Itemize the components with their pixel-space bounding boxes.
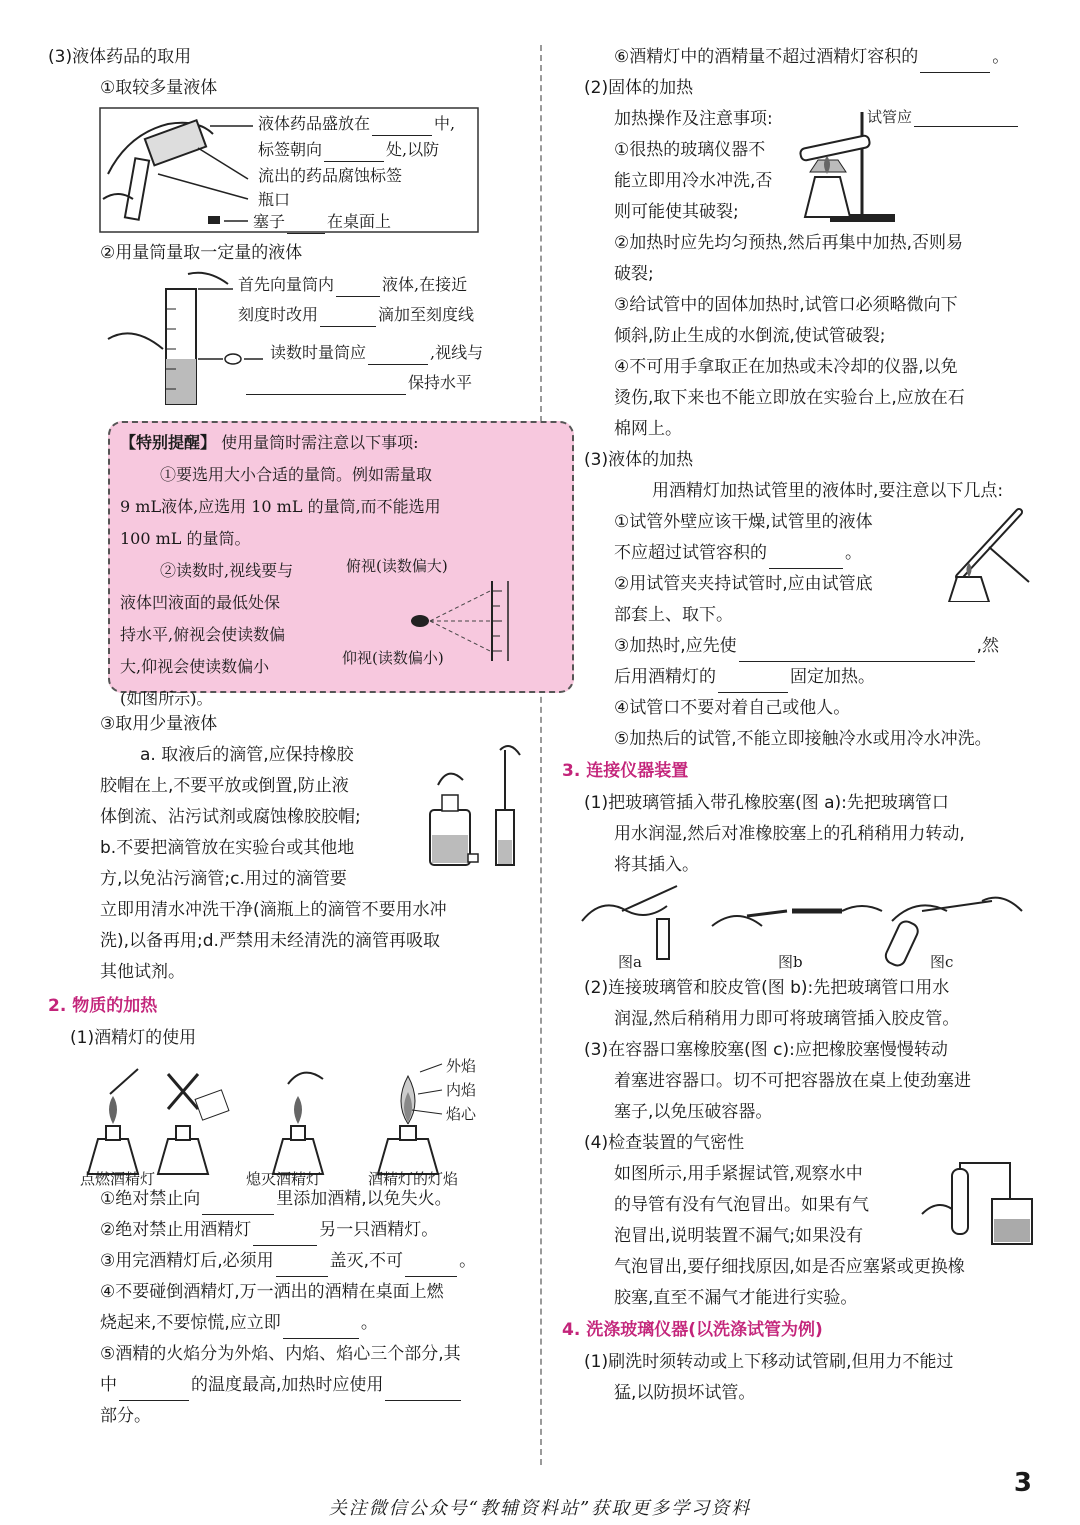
subsection-title: (1)酒精灯的使用 <box>70 1028 197 1048</box>
rule-text: 另一只酒精灯。 <box>319 1220 439 1240</box>
rule-text: ⑥酒精灯中的酒精量不超过酒精灯容积的 <box>614 47 919 67</box>
rule-text: 中 <box>100 1375 117 1395</box>
answer-blank[interactable] <box>914 108 1018 127</box>
rule-text: ①绝对禁止向 <box>100 1189 201 1209</box>
fig2-text-3b: ,视线与 <box>430 343 484 362</box>
look-up-caption: 仰视(读数偏小) <box>342 649 444 667</box>
subsection-title: ②用量筒量取一定量的液体 <box>100 243 303 263</box>
lamp-rule-4: ④不要碰倒酒精灯,万一洒出的酒精在桌面上燃 <box>100 1282 444 1302</box>
cylinder-figure <box>48 269 530 409</box>
small-line: 立即用清水冲洗干净(滴瓶上的滴管不要用水冲 <box>100 900 447 920</box>
reminder-line: 9 mL液体,应选用 10 mL 的量筒,而不能选用 <box>120 497 441 516</box>
answer-blank[interactable] <box>385 1382 461 1401</box>
airtight-line: 气泡冒出,要仔细找原因,如是否应塞紧或更换橡 <box>614 1257 965 1277</box>
answer-blank[interactable] <box>739 643 975 662</box>
rule-text: ③用完酒精灯后,必须用 <box>100 1251 274 1271</box>
liquid-line: 。 <box>845 543 862 563</box>
connect-line: (4)检查装置的气密性 <box>584 1133 745 1153</box>
liquid-line: ,然 <box>976 636 1000 656</box>
tube-label: 试管应 <box>867 108 913 126</box>
look-down-caption: 俯视(读数偏大) <box>346 557 448 575</box>
right-column <box>562 42 1040 1409</box>
answer-blank[interactable] <box>405 1258 457 1277</box>
connect-line: 用水润湿,然后对准橡胶塞上的孔稍稍用力转动, <box>614 824 965 844</box>
figure-a-caption: 图a <box>618 953 642 971</box>
liquid-intro: 用酒精灯加热试管里的液体时,要注意以下几点: <box>652 481 1004 501</box>
light-lamp-caption: 点燃酒精灯 <box>80 1170 156 1188</box>
answer-blank[interactable] <box>368 346 428 365</box>
airtight-line: 的导管有没有气泡冒出。如果有气 <box>614 1195 869 1215</box>
fig1-text-5a: 塞子 <box>253 212 286 231</box>
fig2-text-1b: 液体,在接近 <box>382 275 468 294</box>
liquid-line: 不应超过试管容积的 <box>614 543 767 563</box>
liquid-line: 后用酒精灯的 <box>614 667 716 687</box>
small-line: 洗),以备再用;d.严禁用未经清洗的滴管再吸取 <box>100 931 440 951</box>
answer-blank[interactable] <box>202 1196 274 1215</box>
reminder-line: 持水平,俯视会使读数偏 <box>120 625 286 644</box>
answer-blank[interactable] <box>920 54 990 73</box>
subsection-title: (3)液体的加热 <box>584 450 694 470</box>
rule-text: 盖灭,不可 <box>329 1251 404 1271</box>
reminder-title: 【特别提醒】 <box>120 433 217 452</box>
answer-blank[interactable] <box>336 278 380 297</box>
figure-b-caption: 图b <box>778 953 803 971</box>
dropper-illustration <box>420 740 530 875</box>
fig1-text-4: 瓶口 <box>258 190 291 209</box>
section-heading: 4. 洗涤玻璃仪器(以洗涤试管为例) <box>562 1320 823 1340</box>
solid-line: 棉网上。 <box>614 419 682 439</box>
answer-blank[interactable] <box>287 215 325 234</box>
flame-core-label: 焰心 <box>446 1105 477 1123</box>
inner-flame-label: 内焰 <box>446 1081 477 1099</box>
answer-blank[interactable] <box>276 1258 328 1277</box>
fig2-text-4: 保持水平 <box>408 373 473 392</box>
connect-line: 将其插入。 <box>614 855 699 875</box>
subsection-title: (2)固体的加热 <box>584 78 694 98</box>
lamp-rule-3 <box>48 1246 530 1277</box>
answer-blank[interactable] <box>246 376 406 395</box>
liquid-line: ②用试管夹夹持试管时,应由试管底 <box>614 574 873 594</box>
left-column <box>48 42 530 1432</box>
reminder-line: ②读数时,视线要与 <box>160 561 294 580</box>
rule-text: 。 <box>360 1313 378 1333</box>
solid-line: 倾斜,防止生成的水倒流,使试管破裂; <box>614 326 886 346</box>
lamp-rule-2 <box>48 1215 530 1246</box>
subsection-title: ①取较多量液体 <box>100 78 218 98</box>
fig2-text-1a: 首先向量筒内 <box>238 275 335 294</box>
fig1-text-2a: 标签朝向 <box>258 140 323 159</box>
subsection-title: ③取用少量液体 <box>100 714 218 734</box>
lamp-rule-6 <box>562 42 1040 73</box>
connect-line: (2)连接玻璃管和胶皮管(图 b):先把玻璃管口用水 <box>584 978 950 998</box>
reminder-line: (如图所示)。 <box>120 689 213 708</box>
answer-blank[interactable] <box>320 308 376 327</box>
solid-heating-illustration <box>790 112 900 227</box>
liquid-line: ④试管口不要对着自己或他人。 <box>614 698 851 718</box>
lamp-rule-4b <box>48 1308 530 1339</box>
answer-blank[interactable] <box>283 1320 359 1339</box>
answer-blank[interactable] <box>253 1227 317 1246</box>
small-line: 方,以免沾污滴管;c.用过的滴管要 <box>100 869 347 889</box>
connect-line: 着塞进容器口。切不可把容器放在桌上使劲塞进 <box>614 1071 971 1091</box>
solid-line: 能立即用冷水冲洗,否 <box>614 171 773 191</box>
liquid-line: 部套上、取下。 <box>614 605 733 625</box>
reminder-line: ①要选用大小合适的量筒。例如需量取 <box>160 465 433 484</box>
fig2-text-2b: 滴加至刻度线 <box>378 305 475 324</box>
rule-text: 烧起来,不要惊慌,应立即 <box>100 1313 281 1333</box>
small-line: 其他试剂。 <box>100 962 185 982</box>
answer-blank[interactable] <box>372 117 432 136</box>
liquid-line: 固定加热。 <box>790 667 875 687</box>
answer-blank[interactable] <box>718 674 788 693</box>
section-heading: 2. 物质的加热 <box>48 996 158 1016</box>
fig1-text-1b: 中, <box>434 114 456 133</box>
reminder-line: 100 mL 的量筒。 <box>120 529 251 548</box>
reminder-line: 液体凹液面的最低处保 <box>120 593 281 612</box>
reading-angle-illustration <box>410 581 550 661</box>
fig1-text-5b: 在桌面上 <box>327 212 392 231</box>
answer-blank[interactable] <box>119 1382 189 1401</box>
figure-c-caption: 图c <box>930 953 954 971</box>
rule-text: 的温度最高,加热时应使用 <box>191 1375 384 1395</box>
small-line: 胶帽在上,不要平放或倒置,防止液 <box>100 776 349 796</box>
connect-figures <box>562 881 1040 973</box>
lamp-figure <box>48 1054 530 1188</box>
liquid-line: ③加热时,应先使 <box>614 636 737 656</box>
section-heading: 3. 连接仪器装置 <box>562 761 689 781</box>
airtight-line: 胶塞,直至不漏气才能进行实验。 <box>614 1288 858 1308</box>
liquid-line: ⑤加热后的试管,不能立即接触冷水或用冷水冲洗。 <box>614 729 992 749</box>
wash-line: 猛,以防损坏试管。 <box>614 1383 756 1403</box>
connect-line: 塞子,以免压破容器。 <box>614 1102 773 1122</box>
reminder-line: 大,仰视会使读数偏小 <box>120 657 270 676</box>
solid-line: ④不可用手拿取正在加热或未冷却的仪器,以免 <box>614 357 958 377</box>
lamp-rule-5c: 部分。 <box>100 1406 151 1426</box>
solid-intro: 加热操作及注意事项: <box>614 109 773 129</box>
connect-line: (1)把玻璃管插入带孔橡胶塞(图 a):先把玻璃管口 <box>584 793 949 813</box>
connect-line: 润湿,然后稍稍用力即可将玻璃管插入胶皮管。 <box>614 1009 960 1029</box>
small-line: 体倒流、沾污试剂或腐蚀橡胶胶帽; <box>100 807 361 827</box>
liquid-heating-illustration <box>944 507 1034 602</box>
fig1-text-3: 流出的药品腐蚀标签 <box>258 166 403 185</box>
solid-line: ①很热的玻璃仪器不 <box>614 140 766 160</box>
footer-note: 关注微信公众号“教辅资料站”获取更多学习资料 <box>328 1498 752 1519</box>
solid-line: 破裂; <box>614 264 654 284</box>
section-title: (3)液体药品的取用 <box>48 47 192 67</box>
solid-line: ③给试管中的固体加热时,试管口必须略微向下 <box>614 295 958 315</box>
reminder-line: 使用量筒时需注意以下事项: <box>221 433 419 452</box>
extinguish-lamp-caption: 熄灭酒精灯 <box>246 1170 322 1188</box>
page-number: 3 <box>1013 1468 1032 1498</box>
rule-text: 里添加酒精,以免失火。 <box>276 1189 452 1209</box>
solid-line: ②加热时应先均匀预热,然后再集中加热,否则易 <box>614 233 964 253</box>
lamp-flame-caption: 酒精灯的灯焰 <box>368 1170 459 1188</box>
liquid-line: ①试管外壁应该干燥,试管里的液体 <box>614 512 873 532</box>
solid-line: 烫伤,取下来也不能立即放在实验台上,应放在石 <box>614 388 965 408</box>
solid-line: 则可能使其破裂; <box>614 202 739 222</box>
airtight-illustration <box>917 1159 1037 1249</box>
rule-text: 。 <box>992 47 1010 67</box>
rule-text: 。 <box>459 1251 477 1271</box>
lamp-rule-5: ⑤酒精的火焰分为外焰、内焰、焰心三个部分,其 <box>100 1344 461 1364</box>
special-reminder-box <box>108 421 574 708</box>
fig2-text-2a: 刻度时改用 <box>238 305 319 324</box>
airtight-line: 如图所示,用手紧握试管,观察水中 <box>614 1164 863 1184</box>
small-line: b.不要把滴管放在实验台或其他地 <box>100 838 355 858</box>
fig1-text-2b: 处,以防 <box>386 140 440 159</box>
lamp-rule-5b <box>48 1370 530 1401</box>
outer-flame-label: 外焰 <box>446 1057 477 1075</box>
small-line: a. 取液后的滴管,应保持橡胶 <box>140 745 354 765</box>
pouring-figure <box>48 104 530 234</box>
fig1-text-1a: 液体药品盛放在 <box>258 114 371 133</box>
rule-text: ②绝对禁止用酒精灯 <box>100 1220 252 1240</box>
answer-blank[interactable] <box>324 143 384 162</box>
connect-line: (3)在容器口塞橡胶塞(图 c):应把橡胶塞慢慢转动 <box>584 1040 948 1060</box>
airtight-line: 泡冒出,说明装置不漏气;如果没有 <box>614 1226 864 1246</box>
answer-blank[interactable] <box>769 550 843 569</box>
fig2-text-3a: 读数时量筒应 <box>270 343 367 362</box>
column-divider <box>540 45 542 1465</box>
wash-line: (1)刷洗时须转动或上下移动试管刷,但用力不能过 <box>584 1352 954 1372</box>
